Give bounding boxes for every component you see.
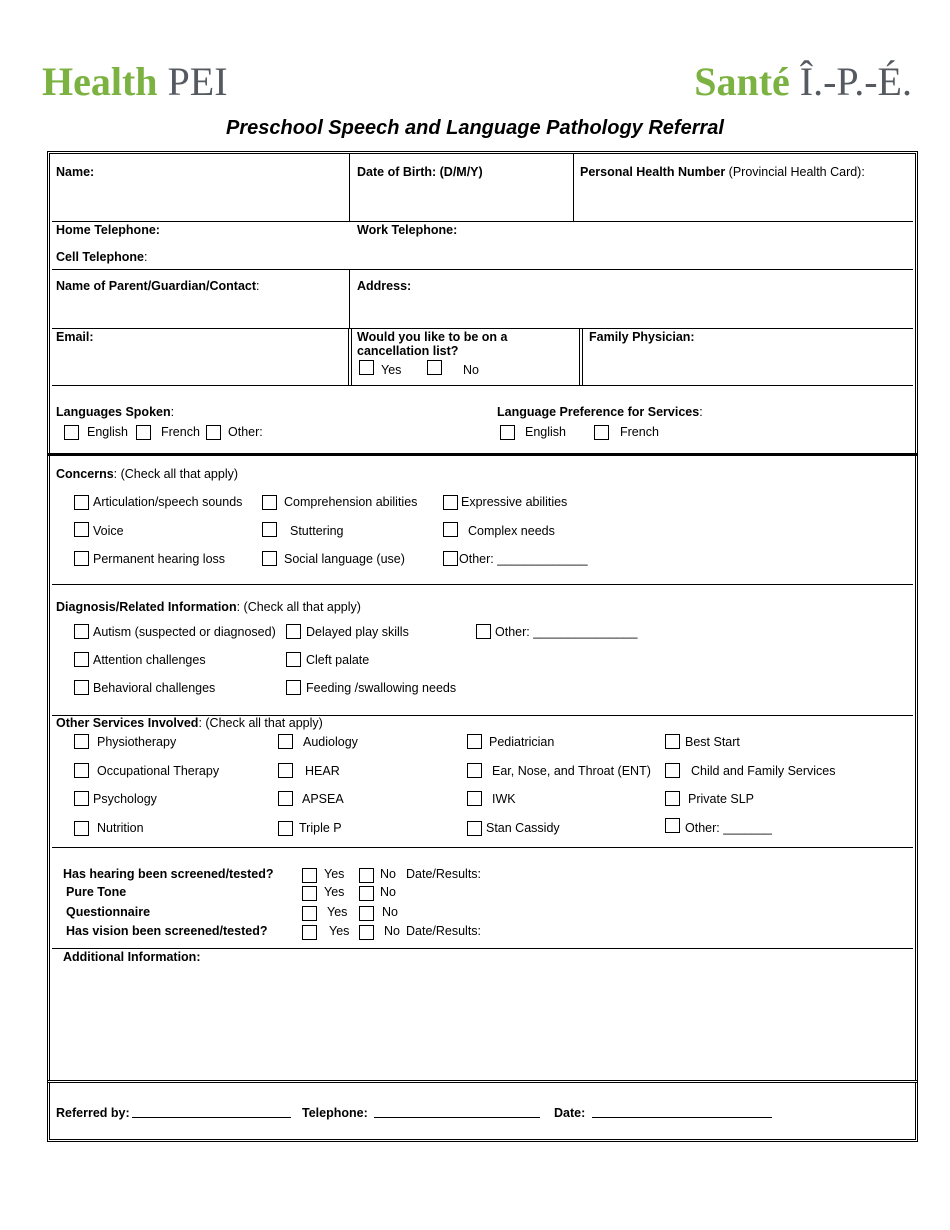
concern-complex-needs-checkbox[interactable] [443,522,458,537]
divider [47,453,918,456]
referred-by-field[interactable] [132,1106,291,1118]
service-pediatrician-label: Pediatrician [489,735,555,749]
diagnosis-delayed-play-checkbox[interactable] [286,624,301,639]
vision-yes-checkbox[interactable] [302,925,317,940]
parent-contact-label [56,279,260,293]
service-iwk-checkbox[interactable] [467,791,482,806]
name-label: Name: [56,165,95,179]
language-french-checkbox[interactable] [136,425,151,440]
divider [52,328,913,329]
additional-information-label: Additional Information: [63,950,201,964]
diagnosis-heading-bold: Diagnosis/Related Information [56,600,237,614]
pure-tone-no-label: No [380,885,396,899]
footer-telephone-label: Telephone: [302,1106,368,1120]
preference-french-label: French [620,425,659,439]
language-other-checkbox[interactable] [206,425,221,440]
vision-date-results-label: Date/Results: [406,924,482,938]
divider [52,584,913,585]
cell-telephone-text: Cell Telephone [56,250,144,264]
concern-articulation-label: Articulation/speech sounds [93,495,243,509]
logo-health-word: Health [42,59,158,104]
service-child-family-checkbox[interactable] [665,763,680,778]
diagnosis-attention-checkbox[interactable] [74,652,89,667]
diagnosis-feeding-label: Feeding /swallowing needs [306,681,457,695]
phn-label-rest: (Provincial Health Card): [725,165,865,179]
divider [351,328,352,386]
colon: : [256,279,260,293]
patient-info-frame [47,151,918,456]
home-telephone-label: Home Telephone: [56,223,160,237]
cancellation-question: Would you like to be on a cancellation list? [357,330,508,358]
address-label: Address: [357,279,412,293]
questionnaire-label: Questionnaire [66,905,151,919]
service-other-checkbox[interactable] [665,818,680,833]
service-private-slp-checkbox[interactable] [665,791,680,806]
cancellation-yes-label: Yes [381,363,402,377]
service-hear-checkbox[interactable] [278,763,293,778]
service-iwk-label: IWK [492,792,516,806]
concern-articulation-checkbox[interactable] [74,495,89,510]
divider [573,154,574,222]
service-other-label: Other: _______ [685,821,772,835]
footer-date-label: Date: [554,1106,586,1120]
preference-english-label: English [525,425,566,439]
vision-no-label: No [384,924,400,938]
footer-date-field[interactable] [592,1106,772,1118]
divider [349,269,350,329]
pure-tone-yes-label: Yes [324,885,345,899]
pure-tone-no-checkbox[interactable] [359,886,374,901]
cell-telephone-label [56,250,147,264]
diagnosis-behavioral-label: Behavioral challenges [93,681,216,695]
vision-yes-label: Yes [329,924,350,938]
language-french-label: French [161,425,200,439]
divider [52,385,913,386]
sante-ipe-logo [694,58,912,106]
service-pediatrician-checkbox[interactable] [467,734,482,749]
service-child-family-label: Child and Family Services [691,764,836,778]
phn-label [580,165,865,179]
questionnaire-yes-label: Yes [327,905,348,919]
concern-stuttering-checkbox[interactable] [262,522,277,537]
page-title: Preschool Speech and Language Pathology Referral [226,117,724,139]
service-audiology-checkbox[interactable] [278,734,293,749]
health-pei-logo [42,58,228,106]
footer-telephone-field[interactable] [374,1106,540,1118]
diagnosis-feeding-checkbox[interactable] [286,680,301,695]
service-nutrition-checkbox[interactable] [74,821,89,836]
languages-spoken-text: Languages Spoken [56,405,171,419]
hearing-no-checkbox[interactable] [359,868,374,883]
logo-sante-word: Santé [694,59,790,104]
service-triple-p-checkbox[interactable] [278,821,293,836]
family-physician-label: Family Physician: [589,330,695,344]
dob-label: Date of Birth: (D/M/Y) [357,165,483,179]
service-audiology-label: Audiology [303,735,358,749]
concerns-hint: : (Check all that apply) [113,467,239,481]
preference-french-checkbox[interactable] [594,425,609,440]
diagnosis-autism-checkbox[interactable] [74,624,89,639]
service-ent-checkbox[interactable] [467,763,482,778]
diagnosis-other-label: Other: _______________ [495,625,638,639]
questionnaire-yes-checkbox[interactable] [302,906,317,921]
divider [579,328,580,386]
service-occupational-therapy-checkbox[interactable] [74,763,89,778]
service-psychology-checkbox[interactable] [74,791,89,806]
cancellation-no-checkbox[interactable] [427,360,442,375]
concern-other-label: Other: _____________ [459,552,588,566]
language-other-label: Other: [228,425,263,439]
service-private-slp-label: Private SLP [688,792,755,806]
languages-spoken-label [56,405,174,419]
concern-comprehension-label: Comprehension abilities [284,495,418,509]
service-ent-label: Ear, Nose, and Throat (ENT) [492,764,651,778]
divider [52,948,913,949]
service-hear-label: HEAR [305,764,340,778]
colon: : [170,405,175,419]
service-stan-cassidy-label: Stan Cassidy [486,821,560,835]
service-best-start-checkbox[interactable] [665,734,680,749]
divider [52,221,913,222]
service-nutrition-label: Nutrition [97,821,144,835]
concern-social-language-checkbox[interactable] [262,551,277,566]
service-apsea-checkbox[interactable] [278,791,293,806]
phn-label-bold: Personal Health Number [580,165,726,179]
diagnosis-cleft-palate-label: Cleft palate [306,653,370,667]
questionnaire-no-checkbox[interactable] [359,906,374,921]
hearing-yes-label: Yes [324,867,345,881]
divider [52,847,913,848]
questionnaire-no-label: No [382,905,398,919]
concern-other-checkbox[interactable] [443,551,458,566]
service-physiotherapy-checkbox[interactable] [74,734,89,749]
diagnosis-attention-label: Attention challenges [93,653,206,667]
preference-english-checkbox[interactable] [500,425,515,440]
language-english-label: English [87,425,128,439]
logo-pei-word: PEI [167,59,228,104]
language-preference-label [497,405,703,419]
logo-ipe-word: Î.-P.-É. [799,59,912,104]
pure-tone-label: Pure Tone [66,885,127,899]
divider [348,328,349,386]
hearing-screened-question: Has hearing been screened/tested? [63,867,274,881]
concern-complex-needs-label: Complex needs [468,524,555,538]
service-apsea-label: APSEA [302,792,344,806]
hearing-no-label: No [380,867,396,881]
diagnosis-autism-label: Autism (suspected or diagnosed) [93,625,276,639]
concern-expressive-label: Expressive abilities [461,495,568,509]
diagnosis-other-checkbox[interactable] [476,624,491,639]
service-stan-cassidy-checkbox[interactable] [467,821,482,836]
divider [349,154,350,222]
cancellation-yes-checkbox[interactable] [359,360,374,375]
service-physiotherapy-label: Physiotherapy [97,735,177,749]
diagnosis-heading [56,600,361,614]
email-label: Email: [56,330,94,344]
vision-screened-question: Has vision been screened/tested? [66,924,268,938]
diagnosis-hint: : (Check all that apply) [236,600,361,614]
concern-stuttering-label: Stuttering [290,524,344,538]
diagnosis-cleft-palate-checkbox[interactable] [286,652,301,667]
divider [582,328,583,386]
concern-comprehension-checkbox[interactable] [262,495,277,510]
service-best-start-label: Best Start [685,735,740,749]
cancellation-no-label: No [463,363,479,377]
pure-tone-yes-checkbox[interactable] [302,886,317,901]
service-psychology-label: Psychology [93,792,157,806]
services-heading-bold: Other Services Involved [56,716,199,730]
referred-by-label: Referred by: [56,1106,130,1120]
language-preference-text: Language Preference for Services [497,405,700,419]
language-english-checkbox[interactable] [64,425,79,440]
hearing-date-results-label: Date/Results: [406,867,482,881]
concern-expressive-checkbox[interactable] [443,495,458,510]
divider [52,269,913,270]
concern-voice-label: Voice [93,524,124,538]
hearing-yes-checkbox[interactable] [302,868,317,883]
colon: : [143,250,148,264]
diagnosis-delayed-play-label: Delayed play skills [306,625,409,639]
work-telephone-label: Work Telephone: [357,223,458,237]
concern-hearing-loss-label: Permanent hearing loss [93,552,226,566]
service-occupational-therapy-label: Occupational Therapy [97,764,220,778]
services-heading [56,716,323,730]
concern-hearing-loss-checkbox[interactable] [74,551,89,566]
concern-voice-checkbox[interactable] [74,522,89,537]
service-triple-p-label: Triple P [299,821,342,835]
concern-social-language-label: Social language (use) [284,552,405,566]
diagnosis-behavioral-checkbox[interactable] [74,680,89,695]
concerns-heading-bold: Concerns [56,467,114,481]
services-hint: : (Check all that apply) [198,716,323,730]
colon: : [699,405,703,419]
vision-no-checkbox[interactable] [359,925,374,940]
concerns-heading [56,467,238,481]
parent-contact-text: Name of Parent/Guardian/Contact [56,279,257,293]
